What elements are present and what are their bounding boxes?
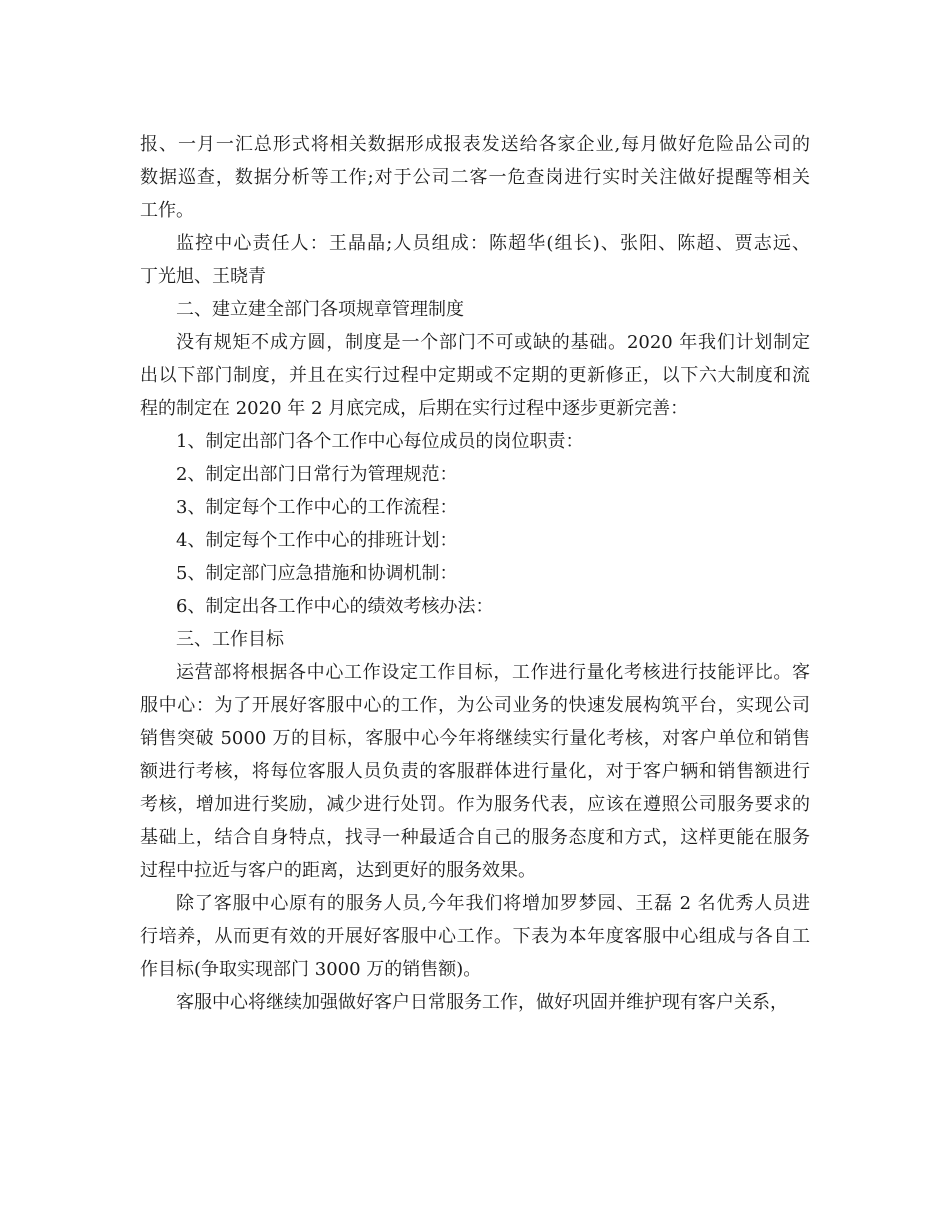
text-line: 监控中心责任人：王晶晶;人员组成：陈超华(组长)、张阳、陈超、贾志远、: [176, 233, 810, 254]
text-line: 三、工作目标: [176, 629, 284, 650]
text-line: 运营部将根据各中心工作设定工作目标，工作进行量化考核进行技能评比。客: [176, 662, 810, 683]
text-line: 二、建立建全部门各项规章管理制度: [176, 299, 464, 320]
text-line: 丁光旭、王晓青: [140, 266, 266, 287]
text-line: 作目标(争取实现部门 3000 万的销售额)。: [140, 959, 482, 980]
text-line: 1、制定出部门各个工作中心每位成员的岗位职责：: [176, 431, 584, 452]
heading-section-3: [140, 623, 810, 656]
heading-section-2: [140, 293, 810, 326]
text-line: 行培养，从而更有效的开展好客服中心工作。下表为本年度客服中心组成与各自工: [140, 926, 810, 947]
text-line: 数据巡查，数据分析等工作;对于公司二客一危查岗进行实时关注做好提醒等相关: [140, 167, 810, 188]
para-customer-service: [140, 986, 810, 1019]
para-data-report-cont: [140, 128, 810, 227]
list-item-5: [140, 557, 810, 590]
para-new-staff: [140, 887, 810, 986]
text-line: 5、制定部门应急措施和协调机制：: [176, 563, 458, 584]
list-item-3: [140, 491, 810, 524]
text-line: 服中心：为了开展好客服中心的工作，为公司业务的快速发展构筑平台，实现公司: [140, 695, 810, 716]
text-line: 额进行考核，将每位客服人员负责的客服群体进行量化，对于客户辆和销售额进行: [140, 761, 810, 782]
list-item-4: [140, 524, 810, 557]
para-work-goals: [140, 656, 810, 887]
text-line: 6、制定出各工作中心的绩效考核办法：: [176, 596, 494, 617]
list-item-6: [140, 590, 810, 623]
text-line: 考核，增加进行奖励，减少进行处罚。作为服务代表，应该在遵照公司服务要求的: [140, 794, 810, 815]
text-line: 除了客服中心原有的服务人员,今年我们将增加罗梦园、王磊 2 名优秀人员进: [176, 893, 810, 914]
para-rules-intro: [140, 326, 810, 425]
text-line: 销售突破 5000 万的目标，客服中心今年将继续实行量化考核，对客户单位和销售: [140, 728, 810, 749]
text-line: 报、一月一汇总形式将相关数据形成报表发送给各家企业,每月做好危险品公司的: [140, 134, 810, 155]
para-monitor-center: [140, 227, 810, 293]
list-item-1: [140, 425, 810, 458]
text-line: 没有规矩不成方圆，制度是一个部门不可或缺的基础。2020 年我们计划制定: [176, 332, 810, 353]
text-line: 过程中拉近与客户的距离，达到更好的服务效果。: [140, 860, 536, 881]
text-line: 出以下部门制度，并且在实行过程中定期或不定期的更新修正，以下六大制度和流: [140, 365, 810, 386]
text-line: 3、制定每个工作中心的工作流程：: [176, 497, 458, 518]
document-page: [140, 128, 810, 1019]
text-line: 基础上，结合自身特点，找寻一种最适合自己的服务态度和方式，这样更能在服务: [140, 827, 810, 848]
list-item-2: [140, 458, 810, 491]
text-line: 2、制定出部门日常行为管理规范：: [176, 464, 458, 485]
text-line: 4、制定每个工作中心的排班计划：: [176, 530, 458, 551]
text-line: 程的制定在 2020 年 2 月底完成，后期在实行过程中逐步更新完善：: [140, 398, 689, 419]
text-line: 客服中心将继续加强做好客户日常服务工作，做好巩固并维护现有客户关系，: [176, 992, 788, 1013]
text-line: 工作。: [140, 200, 194, 221]
